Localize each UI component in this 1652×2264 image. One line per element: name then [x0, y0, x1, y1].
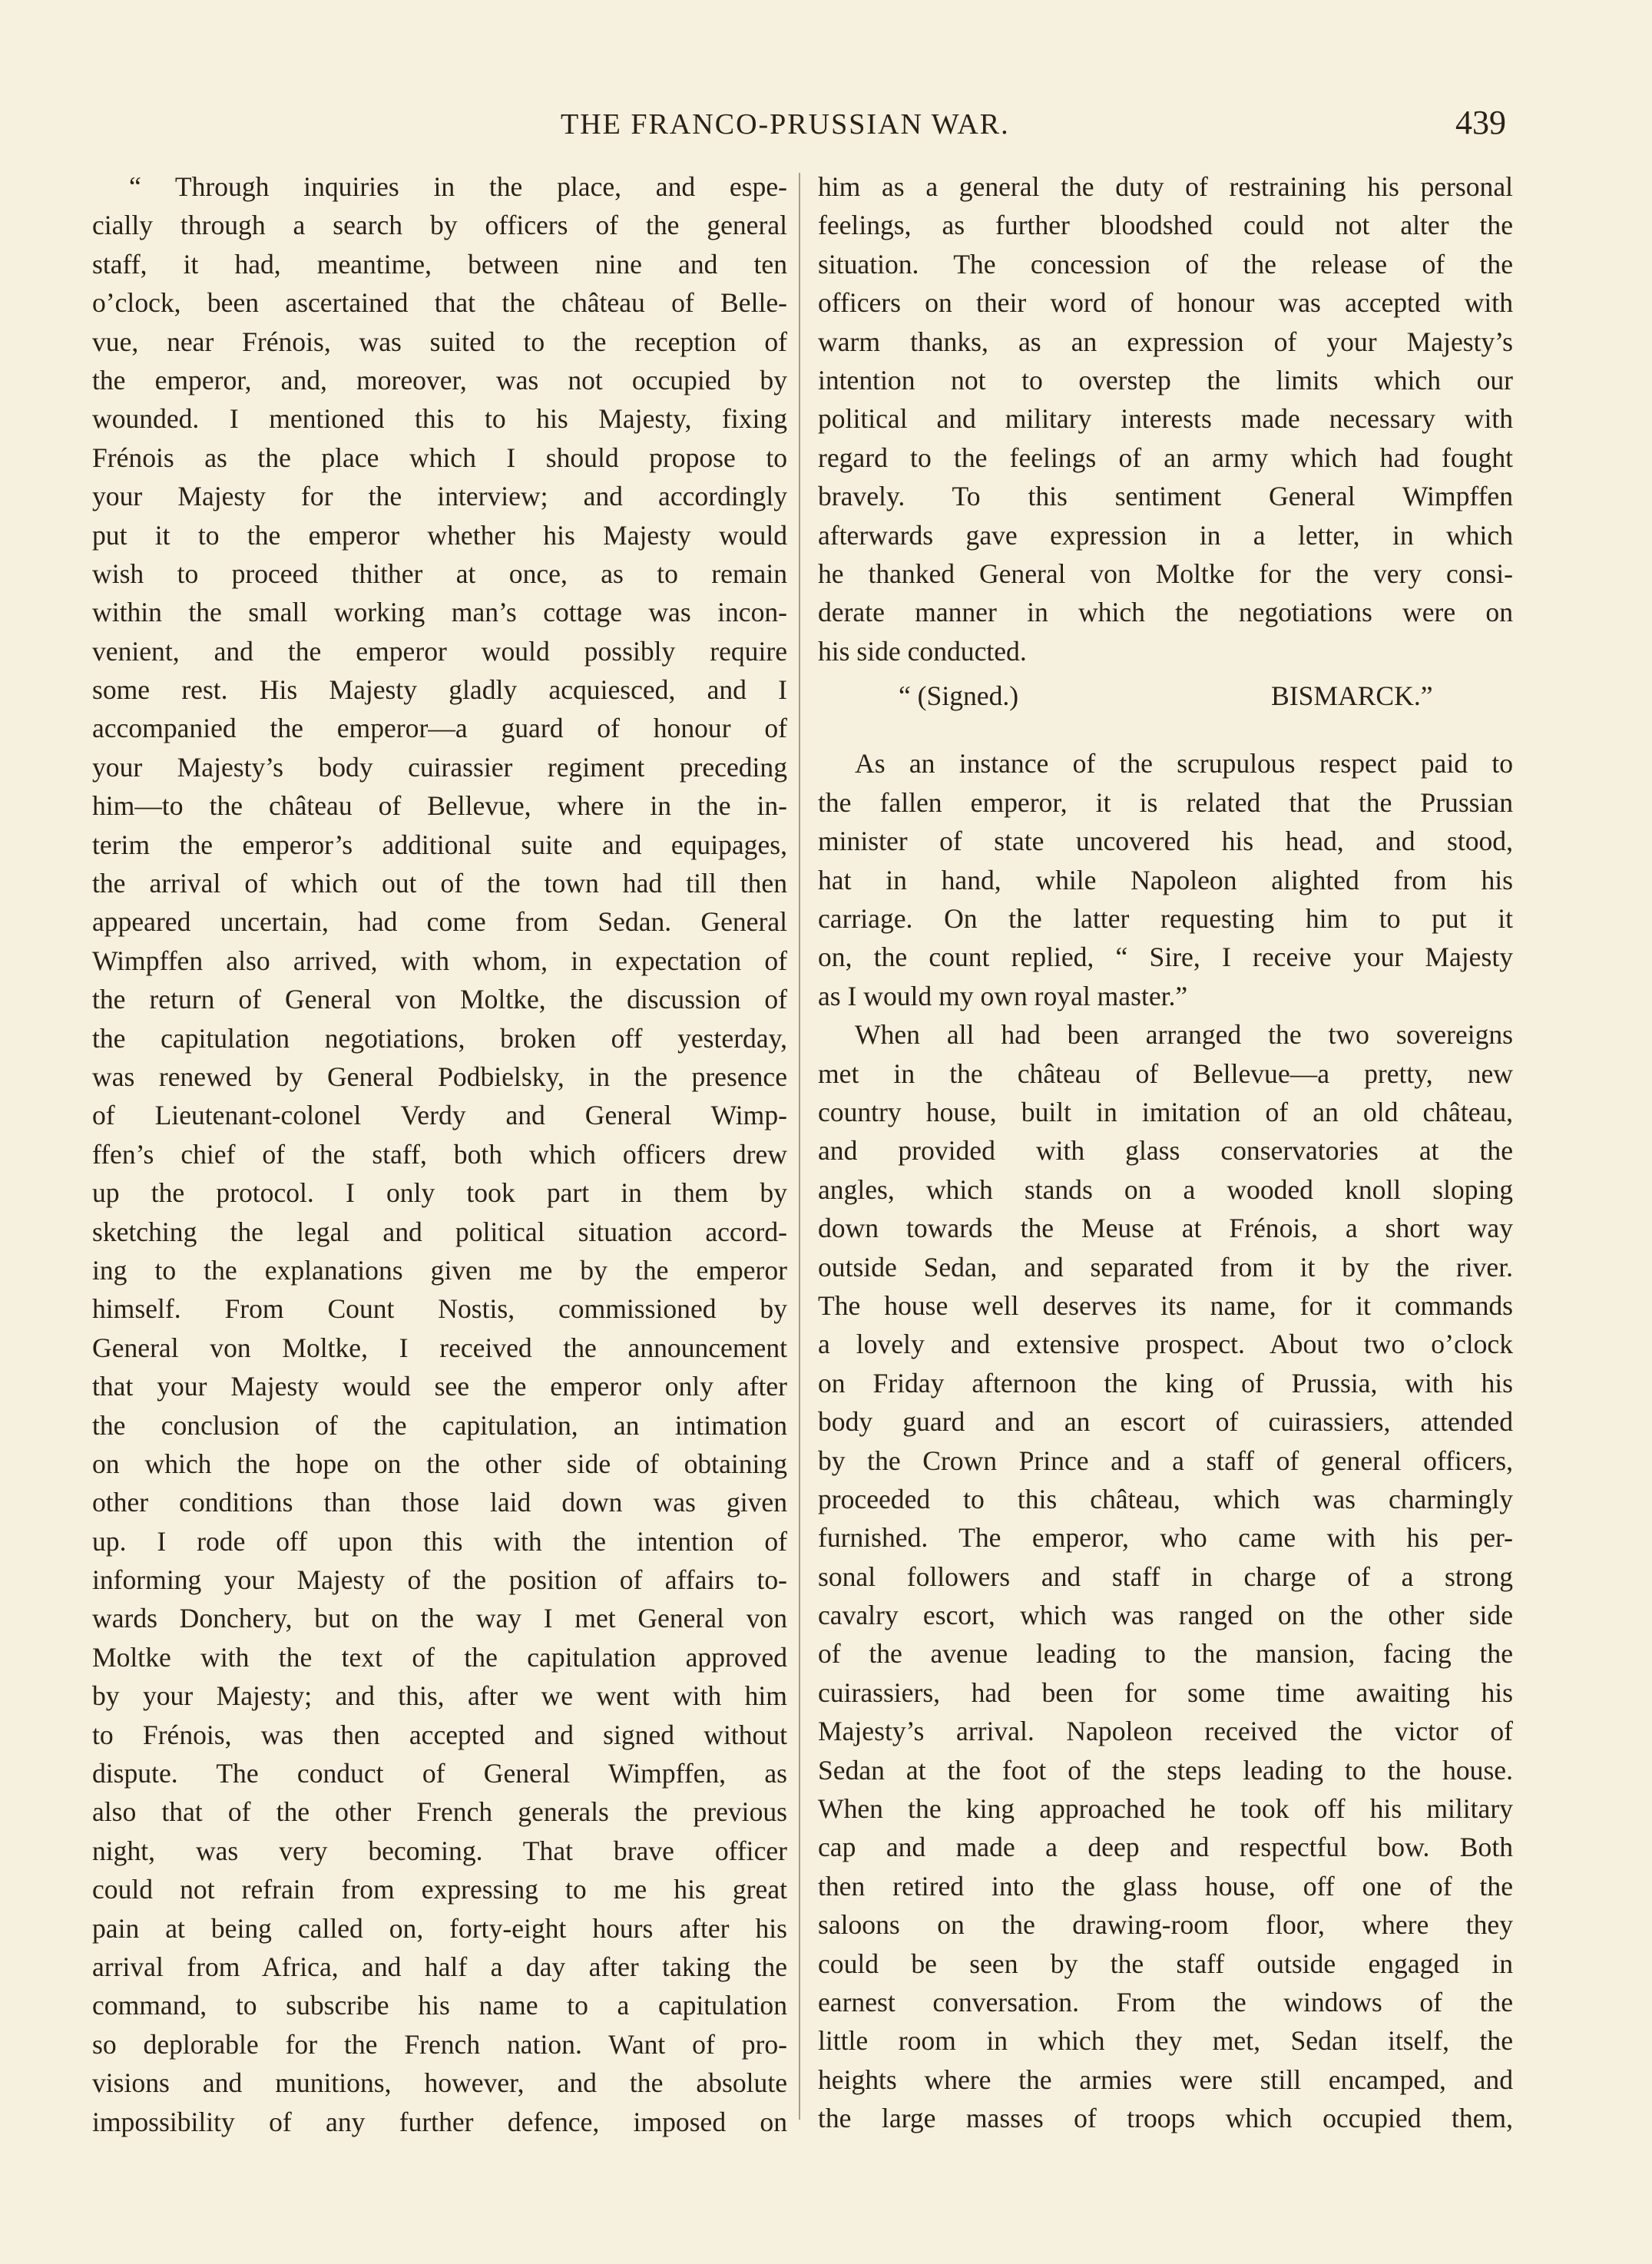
text-line: situation. The concession of the release of the: [818, 248, 1513, 280]
page-number: 439: [1455, 104, 1506, 141]
text-line: “ Through inquiries in the place, and espe-: [129, 171, 787, 202]
text-line: himself. From Count Nostis, commissioned by: [92, 1293, 787, 1325]
text-line: some rest. His Majesty gladly acquiesced, and I: [92, 674, 787, 706]
text-line: sonal followers and staff in charge of a strong: [818, 1561, 1513, 1592]
text-line: dispute. The conduct of General Wimpffen, as: [92, 1758, 787, 1789]
text-line: minister of state uncovered his head, and stood,: [818, 826, 1513, 857]
text-line: arrival from Africa, and half a day after taking the: [92, 1951, 787, 1982]
text-line: Sedan at the foot of the steps leading to the house.: [818, 1754, 1513, 1786]
text-line: his side conducted.: [818, 635, 1027, 667]
text-line: visions and munitions, however, and the absolute: [92, 2067, 787, 2099]
text-line: proceeded to this château, which was charmingly: [818, 1483, 1513, 1514]
text-line: command, to subscribe his name to a capitulation: [92, 1990, 787, 2021]
text-line: him as a general the duty of restraining his personal: [818, 171, 1513, 202]
text-line: pain at being called on, forty-eight hours after his: [92, 1912, 787, 1944]
running-title: THE FRANCO-PRUSSIAN WAR.: [561, 108, 1010, 141]
text-line: to Frénois, was then accepted and signed without: [92, 1719, 787, 1750]
text-line: Majesty’s arrival. Napoleon received the victor of: [818, 1716, 1513, 1747]
text-line: intention not to overstep the limits which our: [818, 364, 1513, 396]
text-line: the emperor, and, moreover, was not occupied by: [92, 364, 787, 396]
text-line: and provided with glass conservatories at the: [818, 1135, 1513, 1167]
text-line: by your Majesty; and this, after we went with him: [92, 1680, 787, 1712]
text-line: political and military interests made necessary with: [818, 403, 1513, 435]
text-line: furnished. The emperor, who came with his per-: [818, 1522, 1513, 1554]
text-line: the arrival of which out of the town had till then: [92, 868, 787, 899]
text-line: the capitulation negotiations, broken off yesterday,: [92, 1022, 787, 1054]
paragraph-respect: [818, 744, 1513, 1015]
text-line: of the avenue leading to the mansion, facing the: [818, 1638, 1513, 1670]
text-line: the conclusion of the capitulation, an intimation: [92, 1409, 787, 1441]
text-line: also that of the other French generals the previous: [92, 1796, 787, 1828]
text-line: of Lieutenant-colonel Verdy and General Wimp-: [92, 1100, 787, 1131]
text-line: ffen’s chief of the staff, both which officers drew: [92, 1138, 787, 1170]
left-column: [92, 167, 787, 2141]
text-line: little room in which they met, Sedan itself, the: [818, 2025, 1513, 2057]
text-line: on which the hope on the other side of obtaining: [92, 1448, 787, 1479]
text-line: earnest conversation. From the windows of the: [818, 1986, 1513, 2017]
running-head: [0, 104, 1652, 146]
text-line: as I would my own royal master.”: [818, 980, 1188, 1011]
text-line: cavalry escort, which was ranged on the other side: [818, 1600, 1513, 1631]
right-column: [818, 167, 1513, 2138]
text-line: impossibility of any further defence, imposed on: [92, 2106, 787, 2137]
text-line: could not refrain from expressing to me his great: [92, 1874, 787, 1905]
text-line: up the protocol. I only took part in them by: [92, 1177, 787, 1209]
text-line: him—to the château of Bellevue, where in the in-: [92, 790, 787, 822]
text-line: body guard and an escort of cuirassiers, attended: [818, 1406, 1513, 1438]
text-line: by the Crown Prince and a staff of general officers,: [818, 1445, 1513, 1476]
text-line: terim the emperor’s additional suite and equipages,: [92, 829, 787, 860]
text-line: staff, it had, meantime, between nine and ten: [92, 248, 787, 280]
text-line: met in the château of Bellevue—a pretty, new: [818, 1058, 1513, 1089]
text-line: o’clock, been ascertained that the château of Belle-: [92, 287, 787, 319]
text-line: that your Majesty would see the emperor only after: [92, 1371, 787, 1402]
text-line: angles, which stands on a wooded knoll sloping: [818, 1173, 1513, 1205]
text-line: saloons on the drawing-room floor, where they: [818, 1909, 1513, 1941]
text-line: within the small working man’s cottage was incon-: [92, 597, 787, 628]
text-line: afterwards gave expression in a letter, in which: [818, 519, 1513, 551]
text-line: was renewed by General Podbielsky, in the presence: [92, 1061, 787, 1092]
text-line: hat in hand, while Napoleon alighted from his: [818, 864, 1513, 895]
column-divider: [799, 173, 800, 2120]
text-line: derate manner in which the negotiations were on: [818, 597, 1513, 628]
text-line: wish to proceed thither at once, as to remain: [92, 558, 787, 589]
text-line: a lovely and extensive prospect. About two o’clock: [818, 1329, 1513, 1360]
text-line: Wimpffen also arrived, with whom, in expectation of: [92, 945, 787, 976]
text-line: cuirassiers, had been for some time awaiting his: [818, 1676, 1513, 1708]
text-line: accompanied the emperor—a guard of honour of: [92, 713, 787, 744]
text-line: informing your Majesty of the position of affairs to-: [92, 1564, 787, 1596]
text-line: wounded. I mentioned this to his Majesty, fixing: [92, 403, 787, 435]
text-line: General von Moltke, I received the announcement: [92, 1332, 787, 1363]
text-line: regard to the feelings of an army which had fought: [818, 442, 1513, 473]
text-line: When all had been arranged the two sovereigns: [855, 1019, 1513, 1051]
text-line: appeared uncertain, had come from Sedan. General: [92, 906, 787, 938]
text-line: down towards the Meuse at Frénois, a short way: [818, 1213, 1513, 1244]
text-line: on, the count replied, “ Sire, I receive your Majesty: [818, 942, 1513, 973]
text-line: so deplorable for the French nation. Want of pro-: [92, 2028, 787, 2060]
text-line: carriage. On the latter requesting him to put it: [818, 903, 1513, 935]
text-line: sketching the legal and political situation accord-: [92, 1216, 787, 1247]
text-line: The house well deserves its name, for it commands: [818, 1289, 1513, 1321]
text-line: the fallen emperor, it is related that the Prussian: [818, 786, 1513, 818]
text-line: As an instance of the scrupulous respect paid to: [855, 748, 1513, 779]
text-line: then retired into the glass house, off one of the: [818, 1870, 1513, 1902]
text-line: vue, near Frénois, was suited to the reception of: [92, 326, 787, 357]
text-line: your Majesty’s body cuirassier regiment preceding: [92, 751, 787, 783]
text-line: he thanked General von Moltke for the very consi-: [818, 558, 1513, 589]
text-line: When the king approached he took off his military: [818, 1793, 1513, 1825]
text-line: the large masses of troops which occupied them,: [818, 2103, 1513, 2134]
text-line: officers on their word of honour was accepted with: [818, 287, 1513, 319]
text-line: could be seen by the staff outside engaged in: [818, 1948, 1513, 1979]
text-line: Moltke with the text of the capitulation approved: [92, 1641, 787, 1673]
text-line: bravely. To this sentiment General Wimpffen: [818, 481, 1513, 512]
text-line: wards Donchery, but on the way I met General von: [92, 1603, 787, 1634]
signed-label: “ (Signed.): [899, 680, 1019, 712]
text-line: country house, built in imitation of an old château,: [818, 1096, 1513, 1127]
text-line: on Friday afternoon the king of Prussia, with his: [818, 1367, 1513, 1398]
signature-line: [818, 677, 1513, 715]
text-line: your Majesty for the interview; and accordingly: [92, 481, 787, 512]
letter-conclusion: [818, 167, 1513, 670]
letter-paragraph: [92, 167, 787, 2141]
text-line: ing to the explanations given me by the emperor: [92, 1254, 787, 1286]
text-line: cially through a search by officers of the general: [92, 210, 787, 241]
text-line: cap and made a deep and respectful bow. Both: [818, 1832, 1513, 1863]
text-line: other conditions than those laid down was given: [92, 1487, 787, 1518]
paragraph-chateau-meeting: [818, 1015, 1513, 2137]
text-line: put it to the emperor whether his Majesty would: [92, 519, 787, 551]
text-line: feelings, as further bloodshed could not alter the: [818, 210, 1513, 241]
text-line: venient, and the emperor would possibly require: [92, 635, 787, 667]
text-line: heights where the armies were still encamped, and: [818, 2064, 1513, 2095]
text-line: night, was very becoming. That brave officer: [92, 1835, 787, 1866]
text-line: the return of General von Moltke, the discussion of: [92, 984, 787, 1015]
text-line: warm thanks, as an expression of your Majesty’s: [818, 326, 1513, 357]
text-line: up. I rode off upon this with the intention of: [92, 1525, 787, 1557]
text-line: outside Sedan, and separated from it by the river.: [818, 1251, 1513, 1283]
text-line: Frénois as the place which I should propose to: [92, 442, 787, 473]
signatory-name: BISMARCK.”: [1271, 680, 1433, 712]
